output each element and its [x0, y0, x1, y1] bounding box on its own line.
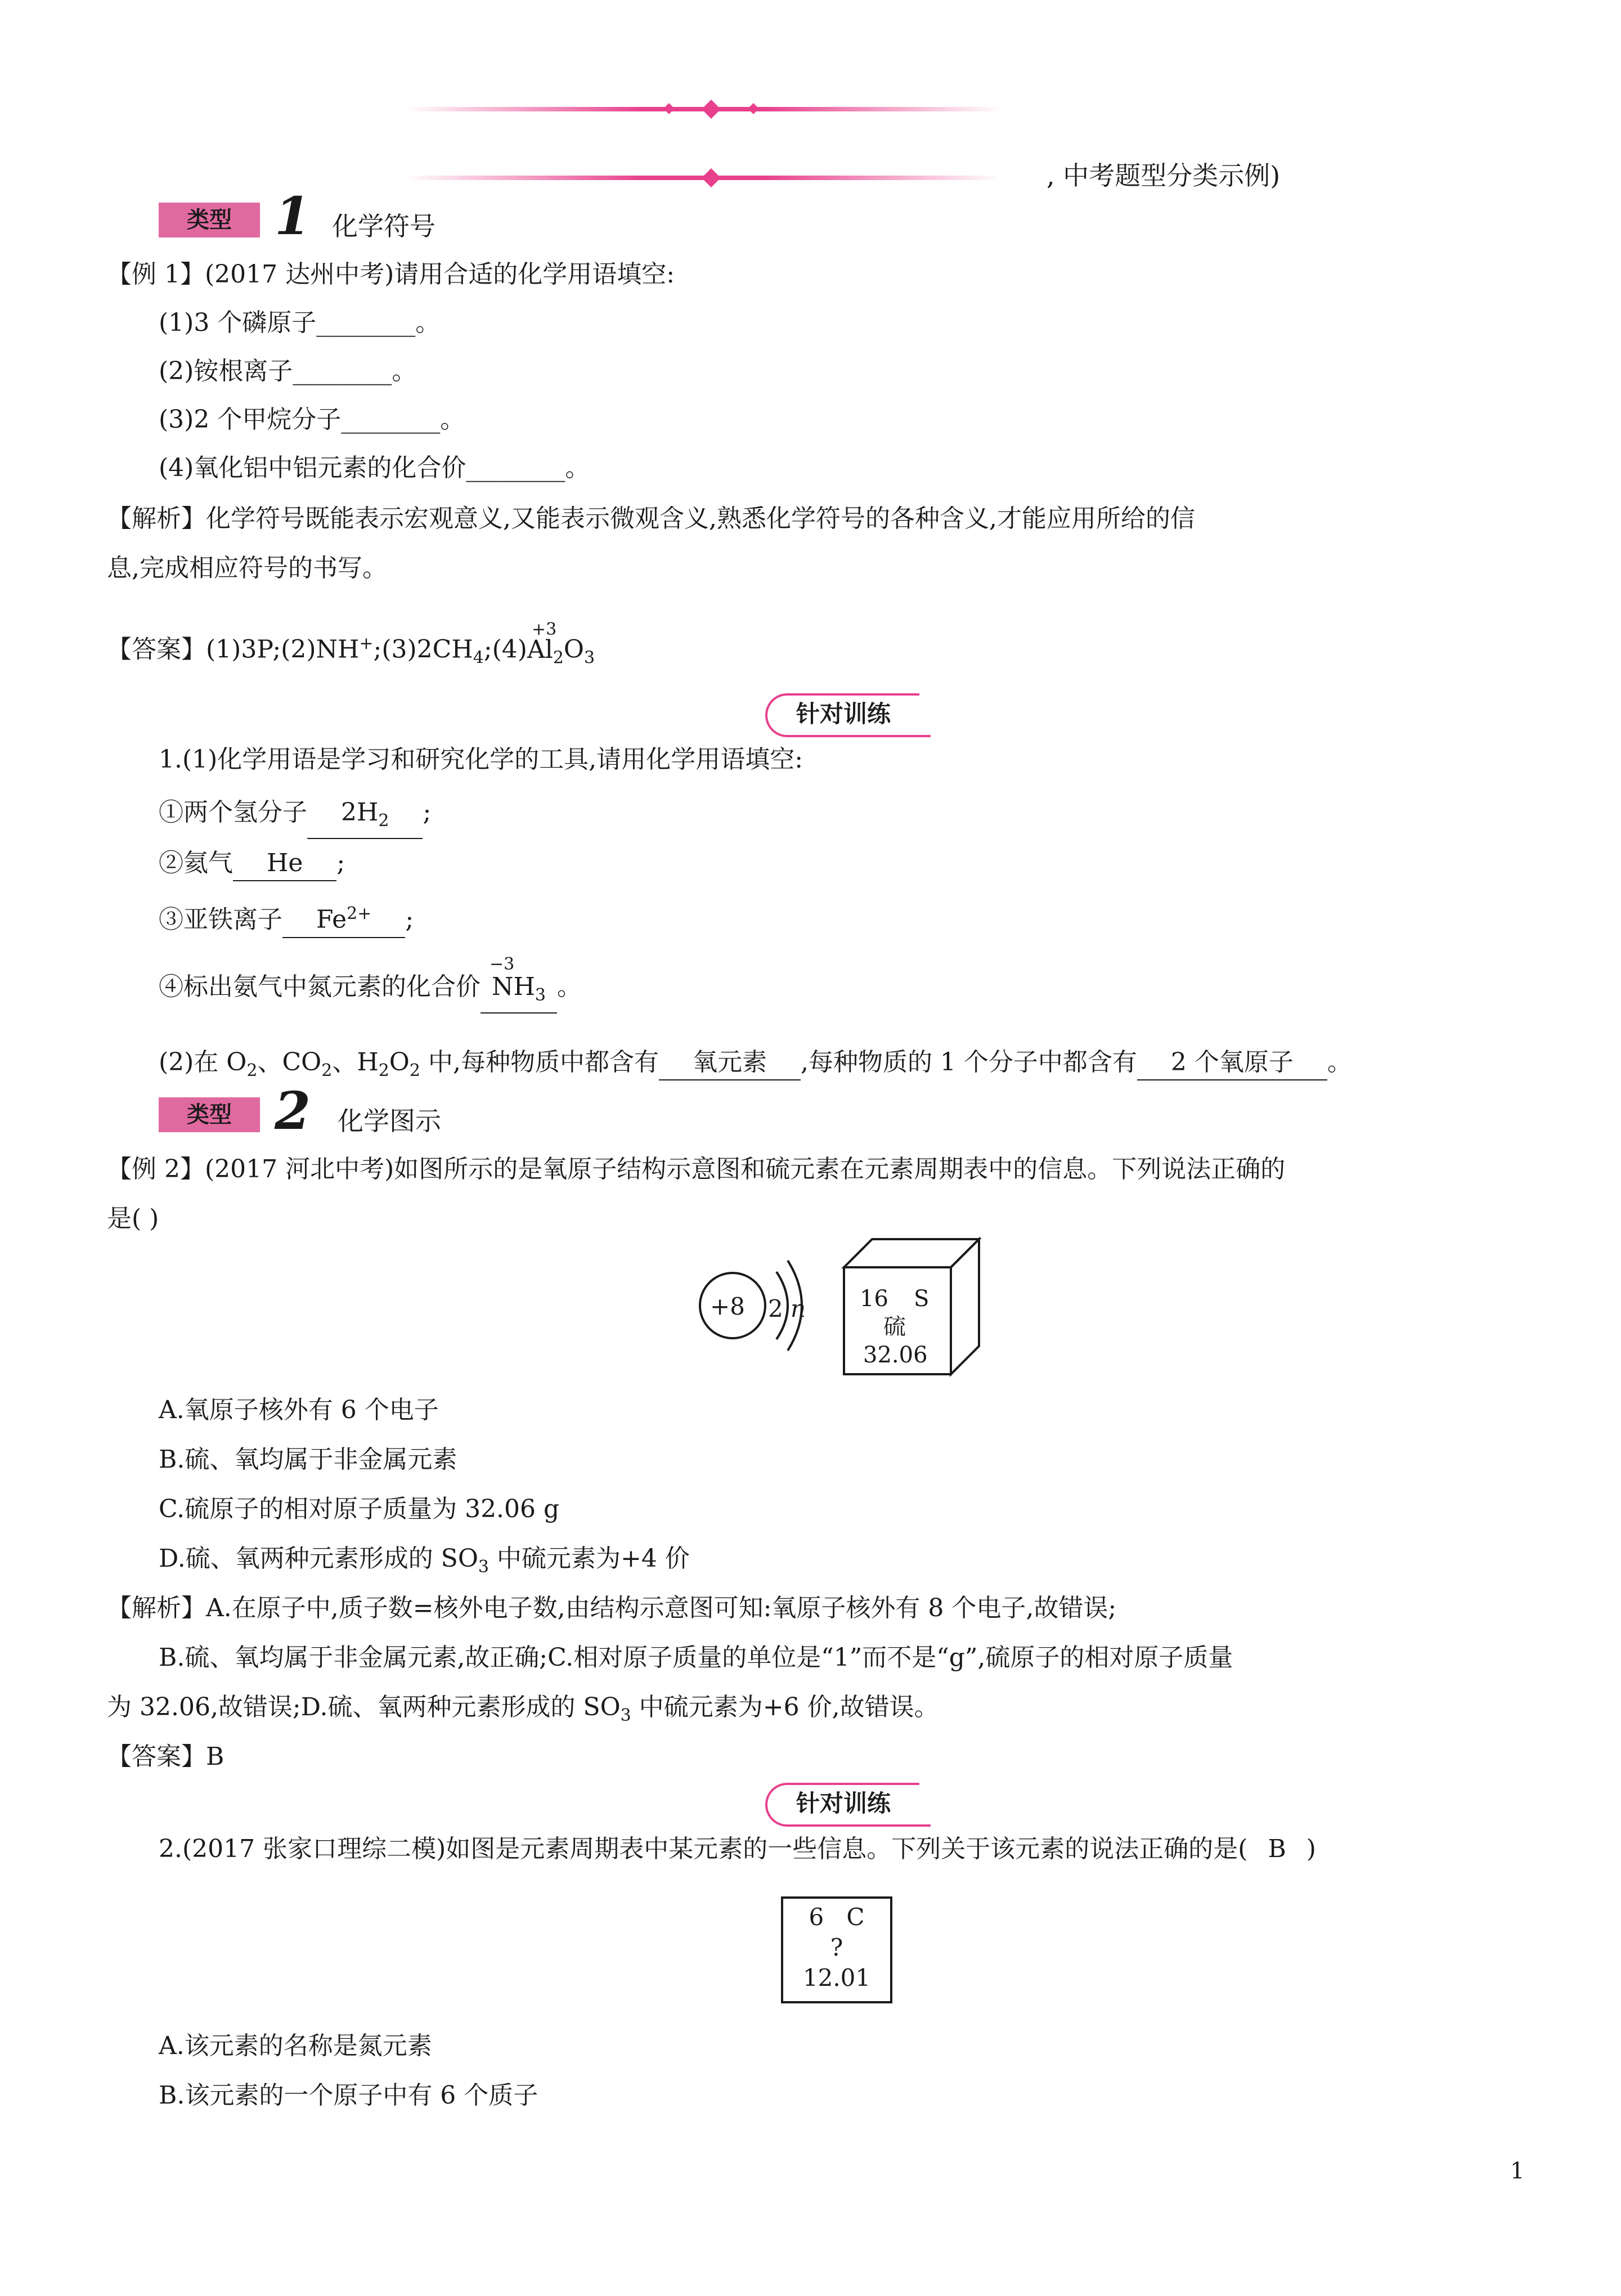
page-title: , 中考题型分类示例) — [1047, 160, 1281, 191]
type-badge: 类型 — [159, 1097, 260, 1132]
analysis-text: 息,完成相应符号的书写。 — [107, 554, 387, 582]
type-number: 1 — [275, 186, 311, 246]
decoration-diamond — [748, 103, 759, 114]
atom-shell-label: 2 — [768, 1295, 783, 1322]
type-number: 2 — [275, 1080, 311, 1141]
question-item: (2)在 $O_2$、$CO_2$、$H_2O_2$ 中,每种物质中都含有 氧元素 ,每种物质的 1 个分子中都含有 2 个氧原子 。 — [159, 1046, 1352, 1088]
example-intro: 【例 2】(2017 河北中考)如图所示的是氧原子结构示意图和硫元素在元素周期表中的信息。下列说法正确的 — [107, 1155, 1286, 1183]
option-b: B.硫、氧均属于非金属元素 — [159, 1445, 457, 1474]
element-name: 硫 — [883, 1314, 906, 1340]
element-symbol: C — [846, 1903, 865, 1931]
element-mass: 32.06 — [863, 1342, 928, 1368]
question-item: ②氦气 He ; — [159, 846, 345, 881]
option-a: A.氧原子核外有 6 个电子 — [159, 1396, 439, 1424]
training-badge: 针对训练 — [765, 1783, 919, 1827]
decoration-diamond — [663, 103, 675, 114]
option-c: C.硫原子的相对原子质量为 32.06 g — [159, 1495, 560, 1523]
question-item: (2)铵根离子________。 — [159, 357, 417, 385]
element-mass: 12.01 — [802, 1964, 871, 1992]
question-item: ④标出氨气中氮元素的化合价 −3 $NH_3$ 。 — [159, 970, 582, 1014]
type-badge: 类型 — [159, 203, 260, 237]
option-d: D.硫、氧两种元素形成的 $SO_3$ 中硫元素为+4 价 — [159, 1544, 690, 1577]
answer-text: 【答案】B — [107, 1742, 224, 1771]
option-a: A.该元素的名称是氮元素 — [159, 2032, 432, 2060]
answer-text: 【答案】$(1)3P;(2)NH^+;(3)2CH_4;(4)$ +3 $Al_2O_3$ — [107, 619, 595, 668]
example-intro: 【例 1】(2017 达州中考)请用合适的化学用语填空: — [107, 260, 675, 289]
option-b: B.该元素的一个原子中有 6 个质子 — [159, 2081, 538, 2110]
atom-nucleus-label: +8 — [710, 1293, 745, 1320]
question-intro: 1.(1)化学用语是学习和研究化学的工具,请用化学用语填空: — [159, 745, 803, 774]
example-intro: 是( ) — [107, 1204, 159, 1233]
question-item: (3)2 个甲烷分子________。 — [159, 405, 465, 434]
question-item: (4)氧化铝中铝元素的化合价________。 — [159, 454, 590, 482]
element-name: ? — [830, 1934, 843, 1961]
training-badge: 针对训练 — [765, 693, 919, 737]
decoration-diamond — [702, 168, 721, 187]
question-item: ③亚铁离子 $Fe^{2+}$ ; — [159, 897, 414, 938]
decoration-diamond — [702, 100, 721, 119]
type-title: 化学符号 — [332, 211, 435, 241]
type-title: 化学图示 — [338, 1106, 441, 1136]
page-number: 1 — [1510, 2158, 1525, 2184]
analysis-text: 【解析】化学符号既能表示宏观意义,又能表示微观含义,熟悉化学符号的各种含义,才能应用所给的信 — [107, 504, 1195, 533]
question-item: (1)3 个磷原子________。 — [159, 308, 441, 337]
element-atomic-number: 16 — [860, 1286, 888, 1312]
question-item: ①两个氢分子 $2H_2$ ; — [159, 796, 431, 839]
element-atomic-number: 6 — [809, 1903, 824, 1931]
carbon-element-box — [781, 1896, 892, 2003]
question-intro: 2.(2017 张家口理综二模)如图是元素周期表中某元素的一些信息。下列关于该元素的说法正确的是( B ) — [159, 1835, 1316, 1863]
analysis-text: 为 32.06,故错误;D.硫、氧两种元素形成的 $SO_3$ 中硫元素为+6 价,故错误。 — [107, 1693, 939, 1725]
element-symbol: S — [914, 1286, 930, 1312]
atom-shell-label: n — [791, 1295, 806, 1322]
analysis-text: B.硫、氧均属于非金属元素,故正确;C.相对原子质量的单位是“1”而不是“g”,硫原子的相对原子质量 — [159, 1643, 1233, 1672]
analysis-text: 【解析】A.在原子中,质子数=核外电子数,由结构示意图可知:氧原子核外有 8 个电子,故错误; — [107, 1594, 1117, 1622]
